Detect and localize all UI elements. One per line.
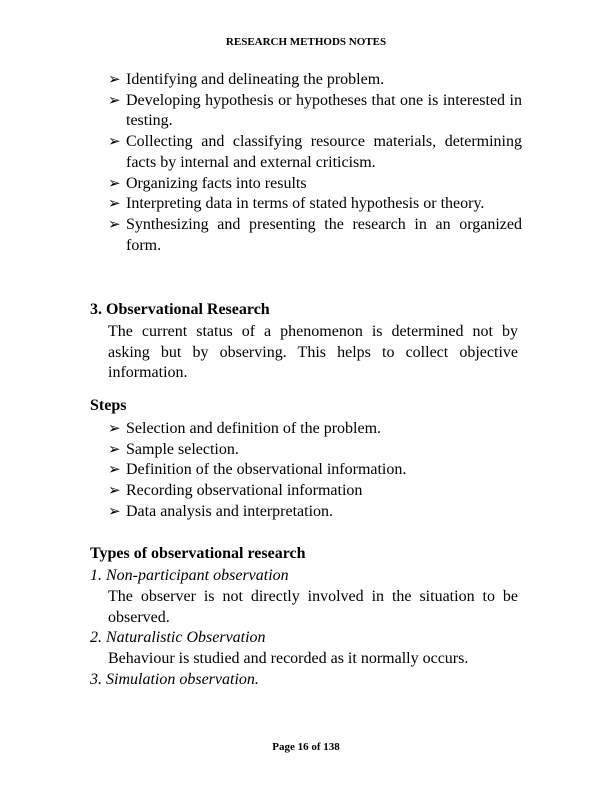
type-1-description: The observer is not directly involved in the situation to be observed. <box>108 588 518 626</box>
arrow-bullet-icon: ➢ <box>108 462 121 479</box>
list-item: ➢ Identifying and delineating the problem. <box>108 70 522 91</box>
arrow-bullet-icon: ➢ <box>108 441 121 458</box>
section-heading-observational-research: 3. Observational Research <box>90 301 270 318</box>
steps-heading: Steps <box>90 397 127 414</box>
type-3-title: 3. Simulation observation. <box>90 671 259 688</box>
list-item: ➢ Sample selection. <box>108 440 522 461</box>
page-header: RESEARCH METHODS NOTES <box>225 36 387 48</box>
types-heading: Types of observational research <box>90 545 306 562</box>
arrow-bullet-icon: ➢ <box>108 503 121 520</box>
list-item: ➢ Developing hypothesis or hypotheses that one is interested in testing. <box>108 91 522 130</box>
type-2-description: Behaviour is studied and recorded as it normally occurs. <box>108 650 469 667</box>
arrow-bullet-icon: ➢ <box>108 175 121 192</box>
arrow-bullet-icon: ➢ <box>108 421 121 437</box>
research-steps-list <box>108 70 522 256</box>
list-item: ➢ Organizing facts into results <box>108 174 522 195</box>
type-1-title: 1. Non-participant observation <box>90 567 289 584</box>
arrow-bullet-icon: ➢ <box>108 196 121 213</box>
arrow-bullet-icon: ➢ <box>108 134 121 151</box>
type-2-title: 2. Naturalistic Observation <box>90 629 266 646</box>
list-item: ➢ Recording observational information <box>108 481 522 502</box>
list-item: ➢ Selection and definition of the problem. <box>108 419 522 440</box>
steps-list <box>108 419 522 523</box>
arrow-bullet-icon: ➢ <box>108 92 121 109</box>
list-item: ➢ Definition of the observational information. <box>108 460 522 481</box>
list-item: ➢ Synthesizing and presenting the research in an organized form. <box>108 215 522 254</box>
arrow-bullet-icon: ➢ <box>108 216 121 233</box>
page-number: Page 16 of 138 <box>272 741 340 753</box>
arrow-bullet-icon: ➢ <box>108 483 121 500</box>
list-item: ➢ Interpreting data in terms of stated hypothesis or theory. <box>108 194 522 215</box>
section-paragraph: The current status of a phenomenon is determined not by asking but by observing. This helps to collect objective information. <box>108 323 518 382</box>
list-item: ➢ Data analysis and interpretation. <box>108 502 522 523</box>
arrow-bullet-icon: ➢ <box>108 72 121 88</box>
list-item: ➢ Collecting and classifying resource materials, determining facts by internal and external criticism. <box>108 133 522 171</box>
